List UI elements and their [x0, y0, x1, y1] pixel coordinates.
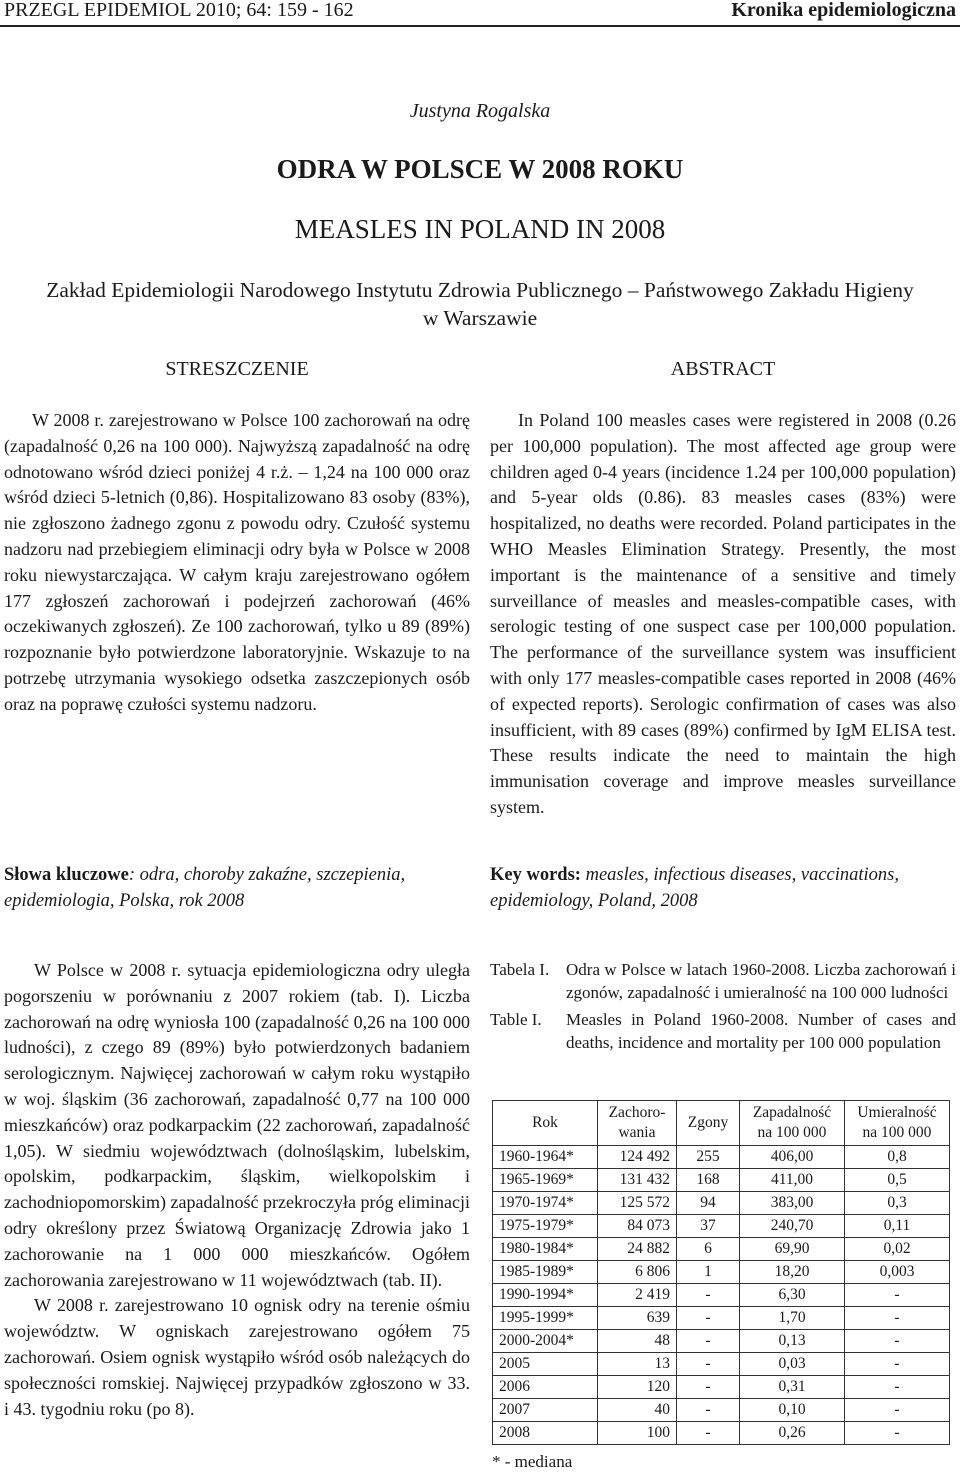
table-cell: 1975-1979*: [493, 1215, 598, 1238]
table-cell: 2007: [493, 1399, 598, 1422]
table-cell: 84 073: [598, 1215, 677, 1238]
table-cell: 0,11: [845, 1215, 950, 1238]
table-cell: 2006: [493, 1376, 598, 1399]
streszczenie-heading: STRESZCZENIE: [165, 358, 309, 380]
running-header: [0, 0, 960, 24]
body-text: [4, 958, 470, 1422]
keywords-en-text: measles, infectious diseases, vaccinations, epidemiology, Poland, 2008: [490, 865, 899, 911]
table-cell: 1: [677, 1261, 740, 1284]
table-cell: 48: [598, 1330, 677, 1353]
col-header-incidence: Zapadalność na 100 000: [740, 1101, 845, 1146]
table-row: [493, 1238, 950, 1261]
institution-line1: Zakład Epidemiologii Narodowego Instytutu Zdrowia Publicznego – Państwowego Zakładu Higieny: [46, 278, 914, 302]
table-cell: 6: [677, 1238, 740, 1261]
table-row: [493, 1330, 950, 1353]
table-cell: 0,8: [845, 1146, 950, 1169]
col-header-year: Rok: [493, 1101, 598, 1146]
author: Justyna Rogalska: [409, 100, 551, 122]
table-cell: 40: [598, 1399, 677, 1422]
title-english: MEASLES IN POLAND IN 2008: [294, 214, 666, 244]
table-cell: 1,70: [740, 1307, 845, 1330]
header-rule: [0, 25, 960, 27]
table-row: [493, 1422, 950, 1445]
keywords-pl: [4, 862, 470, 914]
table-cell: 2 419: [598, 1284, 677, 1307]
table-cell: -: [845, 1353, 950, 1376]
table-cell: 100: [598, 1422, 677, 1445]
table-caption-pl-label: Tabela I.: [490, 960, 550, 979]
table-cell: 125 572: [598, 1192, 677, 1215]
table-cell: 94: [677, 1192, 740, 1215]
table-cell: 1985-1989*: [493, 1261, 598, 1284]
table-cell: 1995-1999*: [493, 1307, 598, 1330]
table-cell: 639: [598, 1307, 677, 1330]
table-cell: -: [845, 1376, 950, 1399]
streszczenie-text: [4, 408, 470, 718]
table-cell: 37: [677, 1215, 740, 1238]
keywords-en: [490, 862, 956, 914]
table-cell: -: [845, 1307, 950, 1330]
table-cell: -: [845, 1330, 950, 1353]
table-caption-pl-text: Odra w Polsce w latach 1960-2008. Liczba zachorowań i zgonów, zapadalność i umieralność na 100 000 ludności: [566, 960, 956, 1002]
journal-citation: PRZEGL EPIDEMIOL 2010; 64: 159 - 162: [4, 0, 354, 21]
table-cell: 0,03: [740, 1353, 845, 1376]
institution: [0, 276, 960, 332]
table-cell: -: [677, 1330, 740, 1353]
table-row: [493, 1353, 950, 1376]
table-cell: 2008: [493, 1422, 598, 1445]
keywords-pl-text: odra, choroby zakaźne, szczepienia, epidemiologia, Polska, rok 2008: [4, 865, 406, 911]
table-cell: 2005: [493, 1353, 598, 1376]
table-row: [493, 1376, 950, 1399]
table-note: * - mediana: [492, 1452, 573, 1471]
col-header-deaths: Zgony: [677, 1101, 740, 1146]
table-row: [493, 1284, 950, 1307]
table-cell: -: [845, 1284, 950, 1307]
table-cell: 69,90: [740, 1238, 845, 1261]
table-cell: 0,003: [845, 1261, 950, 1284]
keywords-en-label: Key words:: [490, 865, 581, 885]
table-cell: 24 882: [598, 1238, 677, 1261]
table-cell: 131 432: [598, 1169, 677, 1192]
body-paragraph-1: W Polsce w 2008 r. sytuacja epidemiologiczna odry uległa pogorszeniu w porównaniu z 2007 rokiem (tab. I). Liczba zachorowań na odrę wyniosła 100 (zapadalność 0,26 na 100 000 ludności), z czego 89 (89%) było potwierdzonych badaniem serologicznym. Najwięcej zachorowań w całym roku wystąpiło w woj. śląskim (36 zachorowań, zapadalność 0,77 na 100 000 mieszkańców) oraz podkarpackim (22 zachorowań, zapadalność 1,05). W siedmiu województwach (dolnośląskim, lubelskim, opolskim, podkarpackim, śląskim, wielkopolskim i zachodniopomorskim) zapadalność przekroczyła próg eliminacji odry określony przez Światową Organizację Zdrowia jako 1 zachorowanie na 1 000 000 mieszkańców. Ogółem zachorowania zarejestrowano w 11 województwach (tab. II).: [4, 960, 470, 1290]
table-caption-pl: [490, 958, 956, 1004]
table-cell: -: [677, 1284, 740, 1307]
abstract-paragraph: In Poland 100 measles cases were registered in 2008 (0.26 per 100,000 population). The most affected age group were children aged 0-4 years (incidence 1.24 per 100,000 population) and 5-year olds (0.86). 83 measles cases (83%) were hospitalized, no deaths were recorded. Poland participates in the WHO Measles Elimination Strategy. Presently, the most important is the maintenance of a sensitive and timely surveillance of measles and measles-compatible cases, with serologic testing of one suspect case per 100,000 population. The performance of the surveillance system was insufficient with only 177 measles-compatible cases reported in 2008 (46% of expected reports). Serologic confirmation of cases was also insufficient, with 89 cases (89%) confirmed by IgM ELISA test. These results indicate the need to maintain the high immunisation coverage and improve measles surveillance system.: [490, 410, 956, 817]
table-cell: 13: [598, 1353, 677, 1376]
table-caption-en: [490, 1008, 956, 1054]
table-caption: [490, 958, 956, 1054]
table-cell: 0,5: [845, 1169, 950, 1192]
table-cell: 18,20: [740, 1261, 845, 1284]
table-cell: 411,00: [740, 1169, 845, 1192]
table-cell: -: [677, 1422, 740, 1445]
table-row: [493, 1169, 950, 1192]
table-cell: 406,00: [740, 1146, 845, 1169]
col-header-cases: Zachoro- wania: [598, 1101, 677, 1146]
measles-table: [492, 1100, 950, 1445]
keywords-pl-sep: :: [128, 865, 136, 885]
title-polish: ODRA W POLSCE W 2008 ROKU: [276, 154, 684, 184]
body-paragraph-2: W 2008 r. zarejestrowano 10 ognisk odry na terenie ośmiu województw. W ogniskach zarejestrowano ogółem 75 zachorowań. Osiem ognisk wystąpiło wśród osób należących do społeczności romskiej. Najwięcej przypadków zgłoszono w 33. i 43. tygodniu roku (po 8).: [4, 1295, 470, 1419]
table-cell: -: [677, 1307, 740, 1330]
table-row: [493, 1399, 950, 1422]
table-cell: 6,30: [740, 1284, 845, 1307]
table-cell: 240,70: [740, 1215, 845, 1238]
table-caption-en-label: Table I.: [490, 1010, 542, 1029]
table-cell: -: [845, 1422, 950, 1445]
table-caption-en-text: Measles in Poland 1960-2008. Number of cases and deaths, incidence and mortality per 100 000 population: [566, 1010, 956, 1052]
table-row: [493, 1307, 950, 1330]
table-cell: 1970-1974*: [493, 1192, 598, 1215]
keywords-pl-label: Słowa kluczowe: [4, 865, 129, 885]
table-cell: 1990-1994*: [493, 1284, 598, 1307]
table-cell: 0,3: [845, 1192, 950, 1215]
table-cell: 6 806: [598, 1261, 677, 1284]
table-row: [493, 1261, 950, 1284]
table-cell: -: [677, 1376, 740, 1399]
table-row: [493, 1215, 950, 1238]
table-cell: 0,13: [740, 1330, 845, 1353]
table-cell: 0,02: [845, 1238, 950, 1261]
table-cell: 383,00: [740, 1192, 845, 1215]
col-header-mortality: Umieralność na 100 000: [845, 1101, 950, 1146]
table-cell: 124 492: [598, 1146, 677, 1169]
table-cell: -: [677, 1353, 740, 1376]
table-body: [493, 1146, 950, 1445]
section-name: Kronika epidemiologiczna: [731, 0, 956, 21]
table-cell: 0,10: [740, 1399, 845, 1422]
table-cell: 168: [677, 1169, 740, 1192]
table-cell: 1965-1969*: [493, 1169, 598, 1192]
table-cell: 1960-1964*: [493, 1146, 598, 1169]
abstract-heading: ABSTRACT: [670, 358, 776, 380]
table-cell: 1980-1984*: [493, 1238, 598, 1261]
table-cell: 120: [598, 1376, 677, 1399]
table-cell: 0,26: [740, 1422, 845, 1445]
table-header-row: [493, 1101, 950, 1146]
table-cell: 2000-2004*: [493, 1330, 598, 1353]
table-cell: -: [845, 1399, 950, 1422]
table-cell: 0,31: [740, 1376, 845, 1399]
institution-line2: w Warszawie: [422, 306, 538, 330]
abstract-text: [490, 408, 956, 821]
table-row: [493, 1192, 950, 1215]
table-cell: 255: [677, 1146, 740, 1169]
table-row: [493, 1146, 950, 1169]
streszczenie-paragraph: W 2008 r. zarejestrowano w Polsce 100 zachorowań na odrę (zapadalność 0,26 na 100 000). Najwyższą zapadalność na odrę odnotowano wśród dzieci poniżej 4 r.ż. – 1,24 na 100 000 oraz wśród dzieci 5-letnich (0,86). Hospitalizowano 83 osoby (83%), nie zgłoszono żadnego zgonu z powodu odry. Czułość systemu nadzoru nad przebiegiem eliminacji odry była w Polsce w 2008 roku niewystarczająca. W całym kraju zarejestrowano ogółem 177 zgłoszeń zachorowań i podejrzeń zachorowań (46% oczekiwanych zgłoszeń). Ze 100 zachorowań, tylko u 89 (89%) rozpoznanie było potwierdzone laboratoryjnie. Wskazuje to na potrzebę utrzymania wysokiego odsetka zaszczepionych osób oraz na poprawę czułości systemu nadzoru.: [4, 410, 470, 714]
table-cell: -: [677, 1399, 740, 1422]
